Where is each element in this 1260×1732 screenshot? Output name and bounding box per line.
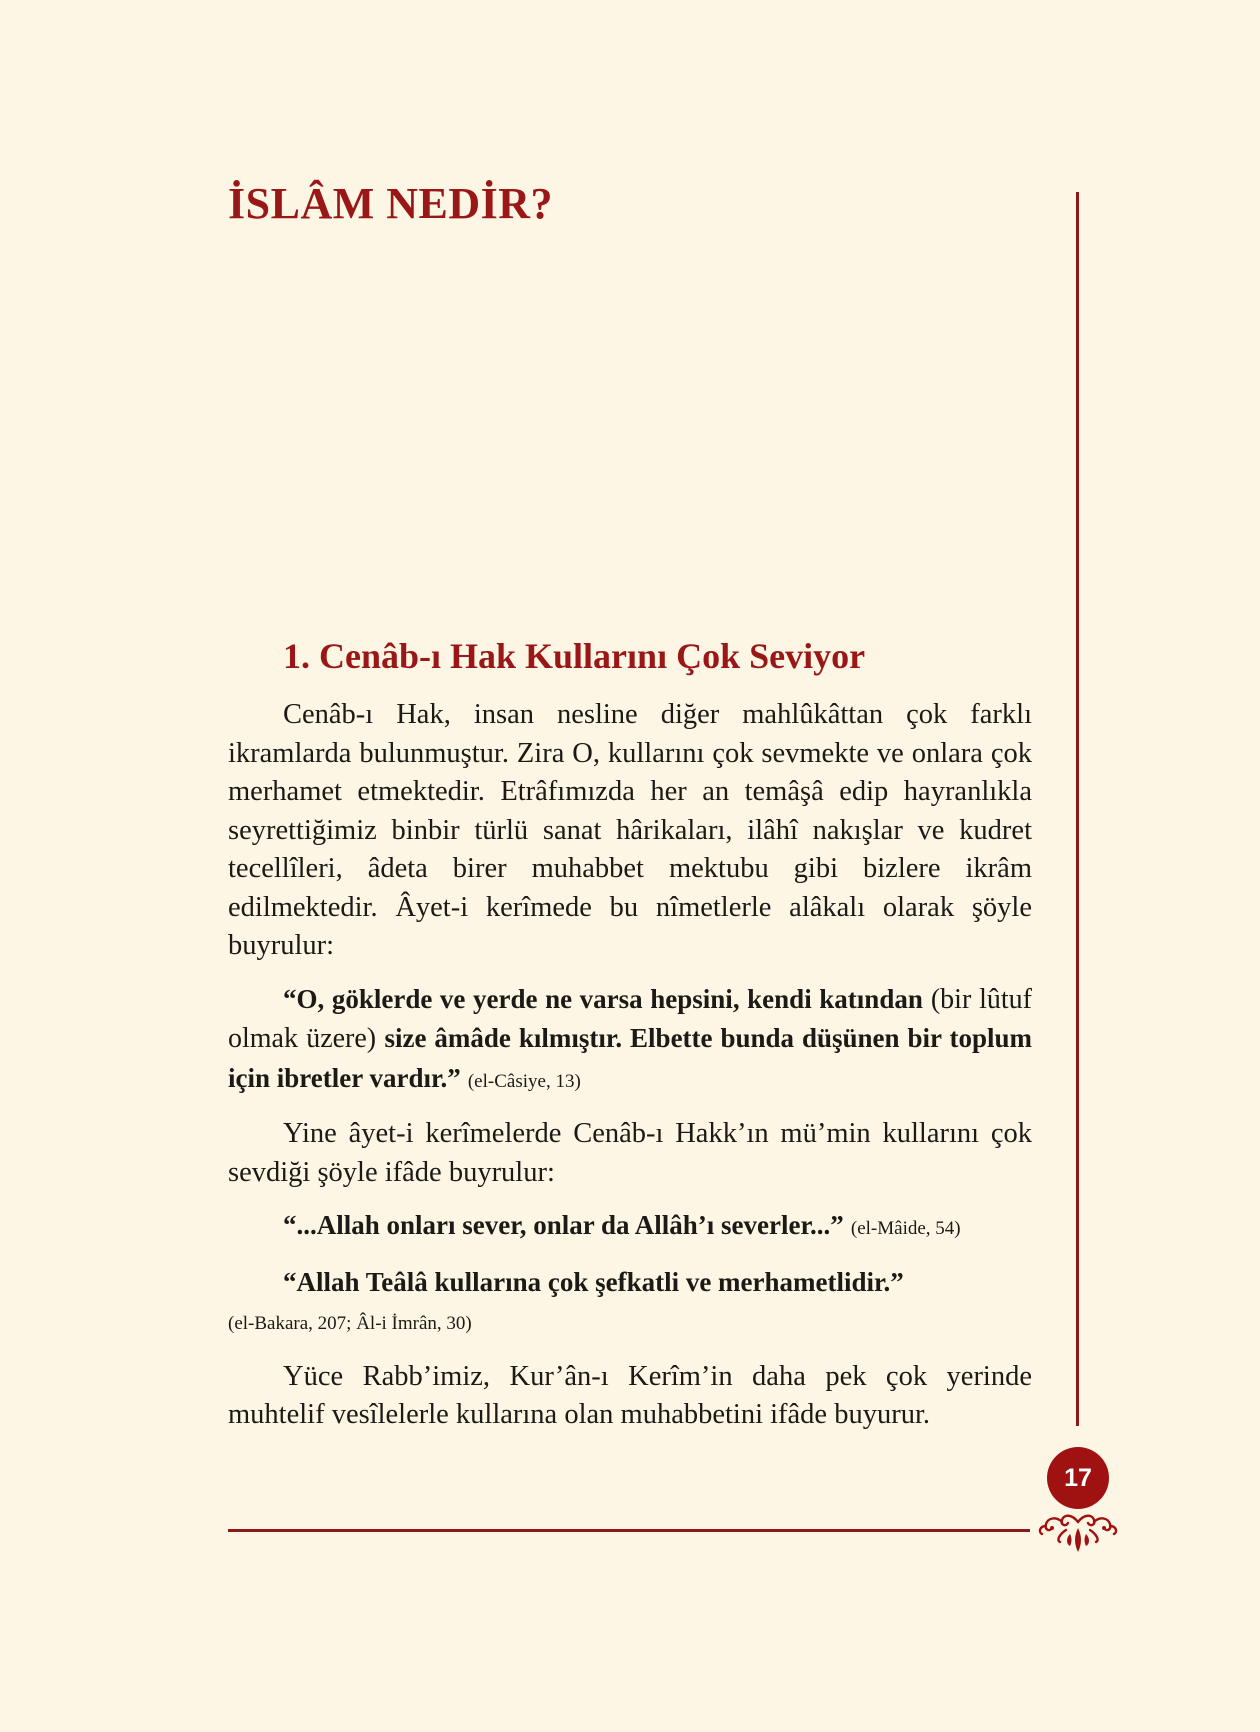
quote-casiye-part3: size âmâde kılmıştır. Elbette bunda düşünen bir toplum için ibretler vardır.” xyxy=(228,1023,1032,1093)
bottom-rule xyxy=(228,1529,1030,1532)
page-number: 17 xyxy=(1064,1463,1092,1492)
quote-bakara xyxy=(228,1263,1032,1303)
page-number-badge xyxy=(1047,1447,1109,1509)
citation-casiye: (el-Câsiye, 13) xyxy=(467,1070,581,1092)
floral-ornament-icon xyxy=(1036,1512,1120,1554)
quote-maide xyxy=(228,1206,1032,1249)
quote-casiye xyxy=(228,980,1032,1102)
quote-casiye-part2: (bir lûtuf olmak üzere) xyxy=(228,983,1033,1055)
citation-bakara-line xyxy=(228,1302,1032,1344)
body-paragraph-3: Yüce Rabb’imiz, Kur’ân-ı Kerîm’in daha pek çok yerinde muhtelif vesîlelerle kullarına olan muhabbetini ifâde buyurur. xyxy=(228,1360,1032,1431)
page-title: İSLÂM NEDİR? xyxy=(228,179,554,228)
section-heading: 1. Cenâb-ı Hak Kullarını Çok Seviyor xyxy=(283,636,866,676)
vertical-margin-rule xyxy=(1076,192,1079,1426)
quote-maide-text: “...Allah onları sever, onlar da Allâh’ı severler...” xyxy=(283,1210,844,1241)
quote-casiye-part1: “O, göklerde ve yerde ne varsa hepsini, kendi katından xyxy=(283,983,923,1014)
page-content xyxy=(228,635,1032,1435)
body-paragraph-2: Yine âyet-i kerîmelerde Cenâb-ı Hakk’ın mü’min kullarını çok sevdiği şöyle ifâde buyrulur: xyxy=(228,1118,1032,1188)
quote-bakara-text: “Allah Teâlâ kullarına çok şefkatli ve merhametlidir.” xyxy=(283,1266,904,1297)
citation-bakara: (el-Bakara, 207; Âl-i İmrân, 30) xyxy=(228,1313,472,1335)
body-paragraph-1: Cenâb-ı Hak, insan nesline diğer mahlûkâttan çok farklı ikramlarda bulunmuştur. Zira O, kullarını çok sevmekte ve onlara çok merhamet etmektedir. Etrâfımızda her an temâşâ edip hayranlıkla seyrettiğimiz binbir türlü sanat hârikaları, ilâhî nakışlar ve kudret tecellîleri, âdeta birer muhabbet mektubu gibi bizlere ikrâm edilmektedir. Âyet-i kerîmede bu nîmetlerle alâkalı olarak şöyle buyrulur: xyxy=(228,699,1032,962)
citation-maide: (el-Mâide, 54) xyxy=(850,1218,961,1240)
